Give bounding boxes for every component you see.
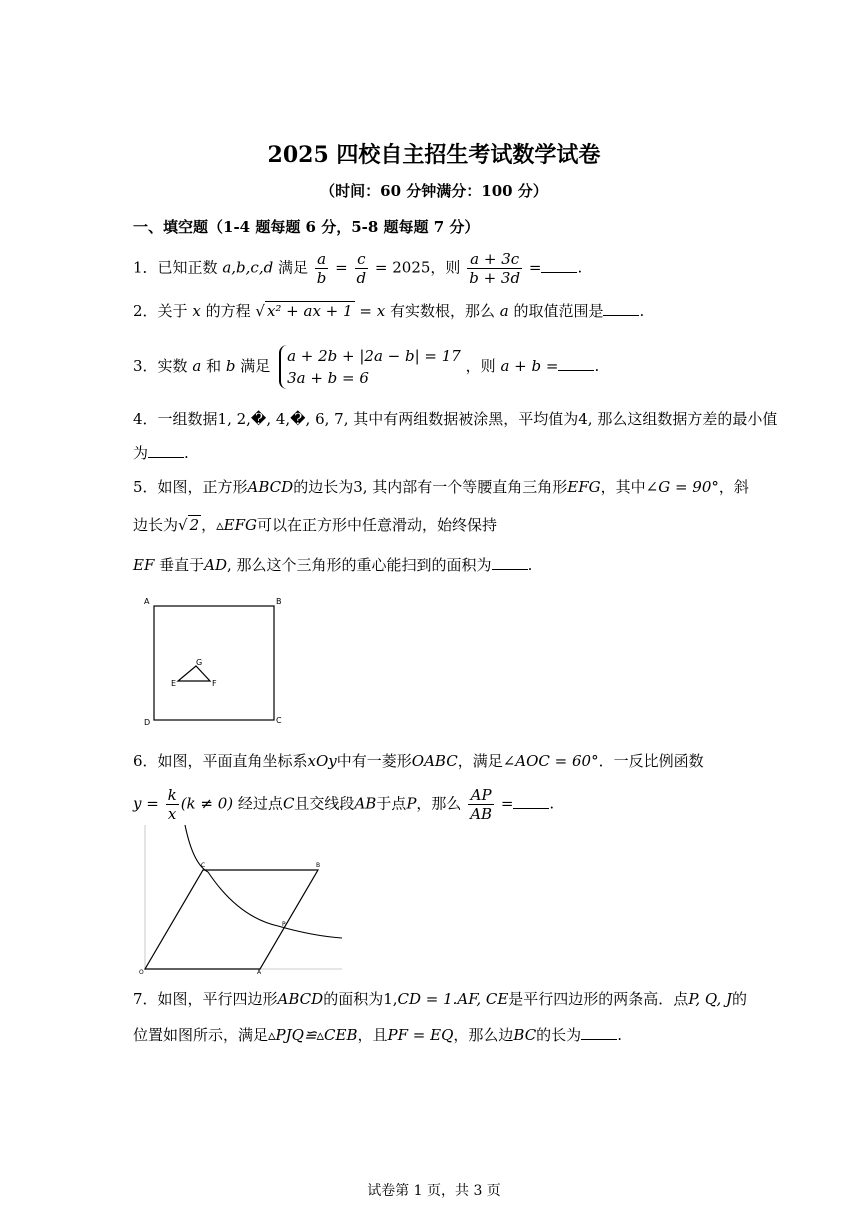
label-o: O bbox=[139, 969, 144, 976]
label-f: F bbox=[212, 679, 217, 688]
triangle-efg bbox=[178, 666, 210, 681]
section-heading: 一、填空题（1-4 题每题 6 分，5-8 题每题 7 分） bbox=[133, 218, 480, 236]
question-1: 1．已知正数 a,b,c,d 满足 $\frac{a}{b}$ = $\frac{c}{d}$ = 2025，则 $\frac{a + 3c}{b + 3d}$ = . bbox=[133, 250, 583, 287]
exam-subtitle: （时间：60 分钟满分：100 分） bbox=[320, 182, 548, 200]
hyperbola-curve bbox=[185, 825, 342, 938]
radical: x² + ax + 1 bbox=[266, 302, 353, 320]
equation-system: a + 2b + |2a − b| = 17 3a + b = 6 bbox=[279, 345, 461, 389]
answer-blank bbox=[603, 301, 639, 316]
question-2: 2．关于 x 的方程 √ x² + ax + 1 = x 有实数根，那么 a 的取值范围是 . bbox=[133, 302, 645, 320]
answer-blank bbox=[148, 443, 184, 458]
question-7: 7．如图，平行四边形ABCD的面积为1,CD = 1.AF, CE是平行四边形的两条高．点P, Q, J的 位置如图所示，满足▵PJQ≌▵CEB，且PF = EQ，那么边BC的长为 . bbox=[133, 990, 748, 1044]
label-a: A bbox=[257, 969, 262, 976]
label-c: C bbox=[276, 716, 282, 725]
figure-rhombus-hyperbola bbox=[128, 822, 350, 977]
fraction-target: $\frac{a + 3c}{b + 3d}$ bbox=[469, 250, 521, 287]
answer-blank bbox=[581, 1025, 617, 1040]
label-b: B bbox=[276, 597, 282, 606]
page-footer: 试卷第 1 页，共 3 页 bbox=[367, 1183, 501, 1199]
fraction-a-b: $\frac{a}{b}$ bbox=[316, 250, 327, 287]
figure-square-triangle bbox=[140, 595, 290, 730]
fraction-c-d: $\frac{c}{d}$ bbox=[356, 250, 367, 287]
label-c: C bbox=[201, 862, 206, 869]
label-d: D bbox=[144, 718, 151, 727]
label-b: B bbox=[316, 862, 321, 869]
answer-blank bbox=[541, 258, 577, 273]
label-p: P bbox=[282, 921, 286, 928]
label-a: A bbox=[144, 597, 150, 606]
question-5: 5．如图，正方形ABCD的边长为3, 其内部有一个等腰直角三角形EFG，其中∠G = 90°，斜 边长为√ 2 ，▵EFG可以在正方形中任意滑动，始终保持 EF 垂直于AD, 那么这个三角形的重心能扫到的面积为 . bbox=[133, 478, 749, 574]
answer-blank bbox=[492, 555, 528, 570]
question-3: 3．实数 a 和 b 满足 a + 2b + |2a − b| = 17 3a + b = 6 ，则 a + b = . bbox=[133, 347, 600, 387]
answer-blank bbox=[513, 794, 549, 809]
label-g: G bbox=[196, 658, 203, 667]
rhombus-oabc bbox=[145, 870, 318, 969]
square-abcd bbox=[154, 606, 274, 720]
label-e: E bbox=[171, 679, 177, 688]
question-6: 6．如图，平面直角坐标系xOy中有一菱形OABC，满足∠AOC = 60°．一反比例函数 y = $\frac{k}{x}$ (k ≠ 0) 经过点C且交线段AB于点P，那么 $\frac{AP}{AB}$ = . bbox=[133, 752, 704, 823]
answer-blank bbox=[558, 356, 594, 371]
page-title: 2025 四校自主招生考试数学试卷 bbox=[267, 142, 601, 168]
question-4: 4．一组数据1, 2,�, 4,�, 6, 7, 其中有两组数据被涂黑，平均值为4, 那么这组数据方差的最小值 为 . bbox=[133, 410, 778, 462]
